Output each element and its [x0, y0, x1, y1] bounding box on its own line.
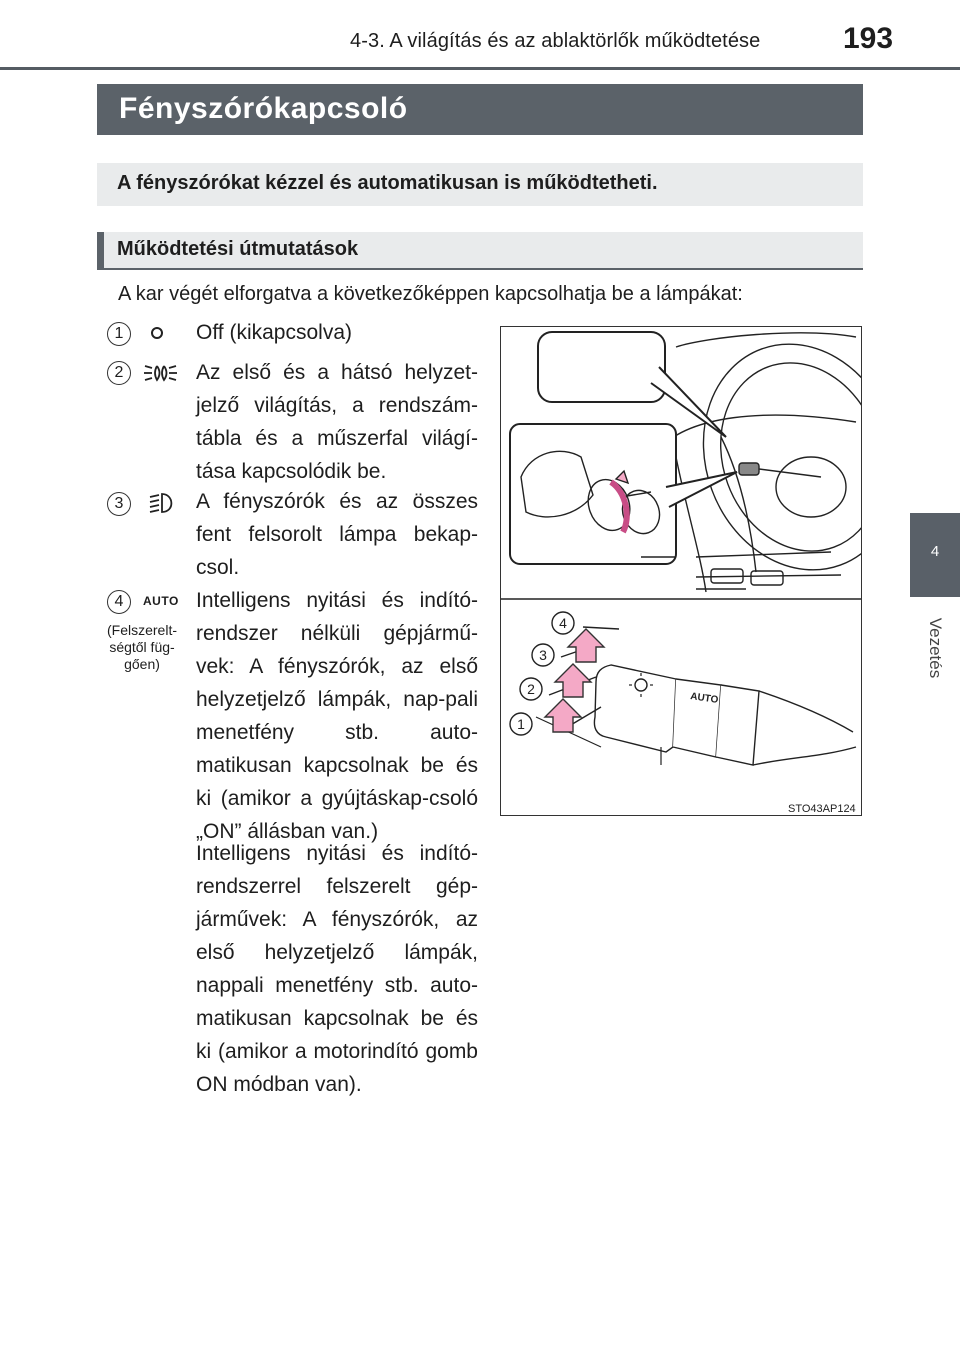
off-circle-icon: [150, 326, 164, 340]
item-note-4: (Felszerelt-ségtől füg-gően): [106, 622, 177, 672]
chapter-number: 4: [930, 543, 940, 560]
page-title: Fényszórókapcsoló: [119, 92, 408, 125]
subsection-accent: [97, 232, 104, 268]
auto-mode-label: AUTO: [143, 594, 179, 608]
page-number: 193: [843, 22, 894, 55]
callout-3: 3: [539, 647, 547, 663]
intro-text: A fényszórókat kézzel és automatikusan is működtetheti.: [117, 172, 658, 194]
page-title-bar: [97, 84, 863, 135]
switch-auto-label: AUTO: [689, 691, 719, 706]
figure-code: STO43AP124: [788, 803, 856, 815]
position-lights-icon: [143, 362, 179, 384]
intro-box: [97, 163, 863, 206]
callout-2: 2: [527, 681, 535, 697]
item-text-1: Off (kikapcsolva): [196, 321, 352, 344]
illustration-drawing: [501, 327, 861, 815]
subsection-heading: Működtetési útmutatások: [117, 238, 359, 260]
light-switch-illustration: [500, 326, 862, 816]
subsection-underline: [97, 268, 863, 270]
header-rule: [0, 67, 960, 70]
item-text-4: Intelligens nyitási és indító-rendszer nélküli gépjármű-vek: A fényszórók, az első helyzetjelző lámpák, nap-pali menetfény stb. auto-matikusan kapcsolnak be és ki (amikor a gyújtáskap-csoló „ON” állásban van.): [196, 589, 478, 843]
chapter-label: [921, 610, 949, 690]
headlight-icon: [148, 491, 178, 515]
item-number-2: 2: [107, 361, 131, 385]
item-number-4: 4: [107, 590, 131, 614]
callout-1: 1: [517, 716, 525, 732]
running-header-section: 4-3. A világítás és az ablaktörlők működtetése: [350, 30, 761, 52]
item-number-3: 3: [107, 492, 131, 516]
subsection-heading-bar: [97, 232, 863, 268]
item-number-1: 1: [107, 322, 131, 346]
item-text-4-continued: Intelligens nyitási és indító-rendszerrel felszerelt gép-járművek: A fényszórók, az első helyzetjelző lámpák, nappali menetfény stb. auto-matikusan kapcsolnak be és ki (amikor a motorindító gomb ON módban van).: [196, 842, 478, 1096]
chapter-tab[interactable]: [910, 513, 960, 597]
callout-4: 4: [559, 615, 567, 631]
item-text-2: Az első és a hátsó helyzet-jelző világítás, a rendszám-tábla és a műszerfal világí-tása kapcsolódik be.: [196, 361, 478, 483]
lead-paragraph: A kar végét elforgatva a következőképpen kapcsolhatja be a lámpákat:: [118, 283, 743, 305]
item-text-3: A fényszórók és az összes fent felsorolt lámpa bekap-csol.: [196, 490, 478, 579]
chapter-label-text: Vezetés: [926, 617, 945, 679]
